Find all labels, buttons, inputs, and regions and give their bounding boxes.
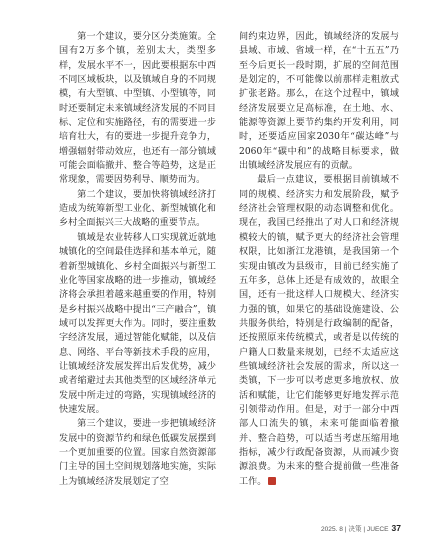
footer-issue-label: 2025. 8 | 决策 | JUECE: [320, 526, 389, 533]
paragraph-final-text: 最后一点建议，要根据目前镇域不同的规模、经济实力和发展阶段，赋予经济社会管理权限的动态调整和优化。现在，我国已经推出了对人口和经济规模较大的镇，赋予更大的经济社会管理权限，比如浙江龙港镇，是我国第一个实现由镇改为县级市，目前已经实施了五年多，总体上还是有成效的，故眼全国，还有一批这样人口规模大、经济实力强的镇，如果它的基础设施建设、公共服务供给，特别是行政编制的配备，还按照原来传统模式，或者是以传统的户籍人口数量来规划，已经不太适应这些镇域经济社会发展的需求，所以这一类镇，下一步可以考虑更多地放权、放活和赋能，让它们能够更好地发挥示范引领带动作用。但是，对于一部分中西部人口流失的镇，未来可能面临着撤并、整合趋势，可以适当考虑压缩用地指标，减少行政配备资源，从而减少资源浪费。为未来的整合提前做一些准备工作。: [239, 175, 399, 487]
paragraph-continued: 间约束边界，因此，镇域经济的发展与县域、市域、省域一样，在“十五五”乃至今后更长一段时期，扩展的空间范围是划定的，不可能像以前那样走粗放式扩张老路。那么，在这个过程中，镇域经济发展要立足高标准，在土地、水、能源等资源上要节约集约开发利用，同时，还要适应国家2030年“碳达峰”与2060年“碳中和”的战略目标要求，做出镇域经济发展应有的贡献。: [239, 32, 399, 172]
page-footer: [321, 523, 401, 533]
right-column: [239, 30, 399, 489]
page-number: 37: [391, 523, 401, 533]
left-column: [59, 30, 216, 489]
paragraph: 第二个建议，要加快将镇域经济打造成为统筹新型工业化、新型城镇化和乡村全面振兴三大战略的重要节点。: [59, 189, 216, 229]
paragraph-final: [239, 173, 399, 489]
paragraph: 第三个建议，要进一步把镇域经济发展中的资源节约和绿色低碳发展摆到一个更加重要的位置。国家自然资源部门主导的国土空间规划落地实施，实际上为镇域经济发展划定了空: [59, 419, 216, 487]
paragraph: 第一个建议，要分区分类施策。全国有2万多个镇，差别太大，类型多样，发展水平不一，因此要根据东中西不同区域板块，以及镇域自身的不同规模，有大型镇、中型镇、小型镇等，同时还要制定未来镇域经济发展的不同目标、定位和实施路径，有的需要进一步培育壮大，有的要进一步提升竞争力，增强辐射带动效应，也还有一部分镇域可能会面临撤并、整合等趋势，这是正常现象，需要因势利导、顺势而为。: [59, 32, 216, 186]
end-of-article-icon: [268, 477, 276, 485]
paragraph: 镇域是农业转移人口实现就近就地城镇化的空间最佳选择和基本单元，随着新型城镇化、乡村全面振兴与新型工业化等国家战略的进一步推动，镇域经济将会承担着越来越重要的作用，特别是乡村振兴战略中提出“三产融合”，镇域可以发挥更大作为。同时，要注重数字经济发展，通过智能化赋能，以及信息、网络、平台等新技术手段的应用，让镇域经济发展发挥出后发优势，减少或者缩避过去其他类型的区域经济单元发展中所走过的弯路，实现镇域经济的快速发展。: [59, 232, 216, 415]
